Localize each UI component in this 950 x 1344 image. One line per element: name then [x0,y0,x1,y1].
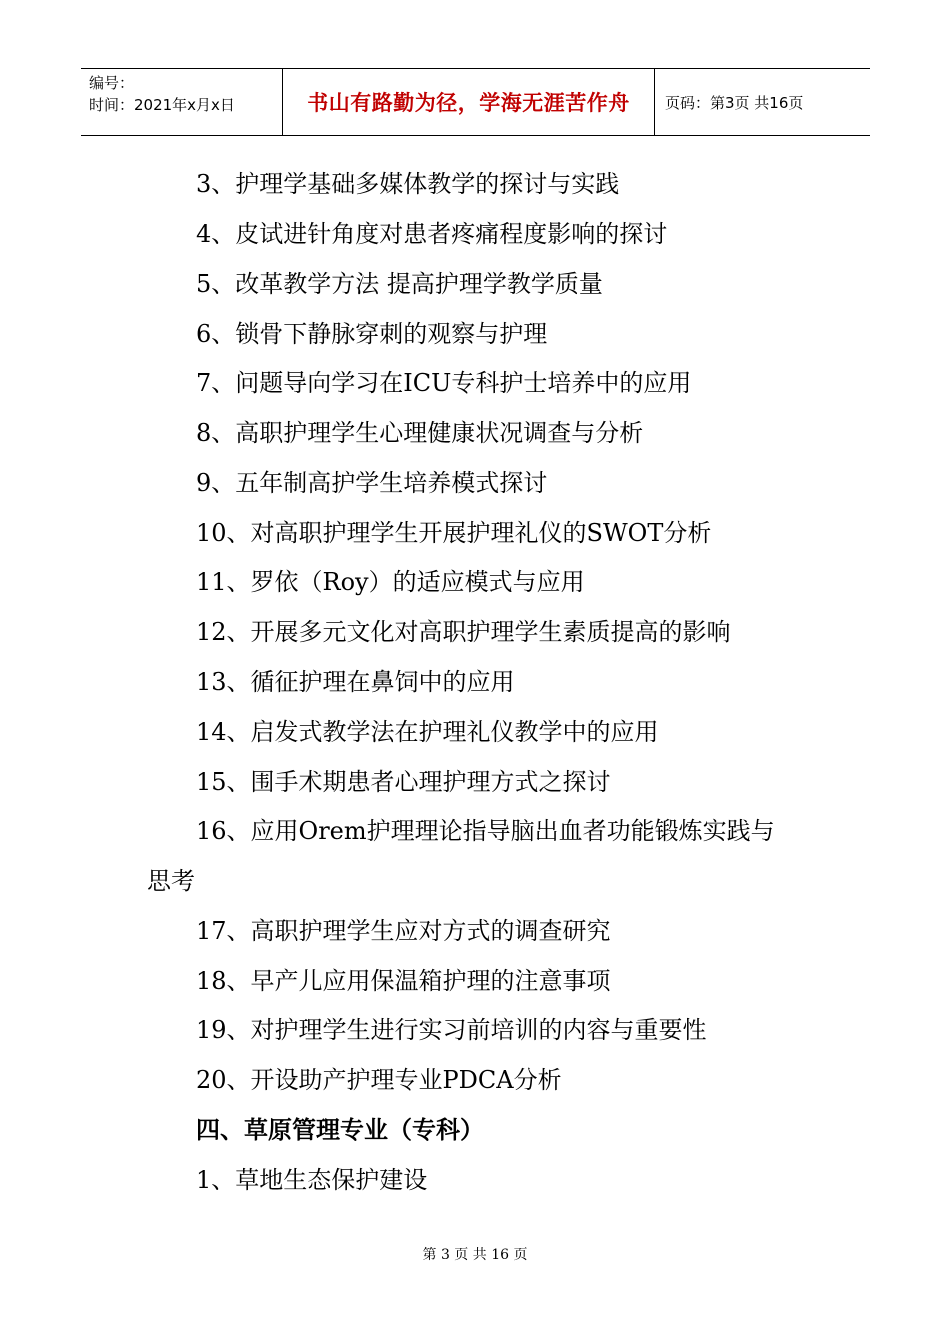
header-slogan: 书山有路勤为径，学海无涯苦作舟 [283,69,655,135]
list-item: 4、皮试进针角度对患者疼痛程度影响的探讨 [196,220,668,248]
list-item: 6、锁骨下静脉穿刺的观察与护理 [196,320,548,348]
list-item: 18、早产儿应用保温箱护理的注意事项 [196,967,611,995]
page-header [81,68,870,136]
list-item: 1、草地生态保护建设 [196,1166,428,1194]
list-item: 11、罗依（Roy）的适应模式与应用 [196,568,585,596]
time-label: 时间：2021年x月x日 [89,96,235,114]
list-item: 5、改革教学方法 提高护理学教学质量 [196,270,603,298]
list-item: 8、高职护理学生心理健康状况调查与分析 [196,419,644,447]
list-item: 3、护理学基础多媒体教学的探讨与实践 [196,170,620,198]
header-meta [81,69,283,135]
list-item: 10、对高职护理学生开展护理礼仪的SWOT分析 [196,519,712,547]
section-heading: 四、草原管理专业（专科） [196,1116,484,1144]
list-item: 13、循征护理在鼻饲中的应用 [196,668,515,696]
list-item-continuation: 思考 [147,867,195,895]
list-item: 14、启发式教学法在护理礼仪教学中的应用 [196,718,659,746]
list-item: 20、开设助产护理专业PDCA分析 [196,1066,562,1094]
list-item: 15、围手术期患者心理护理方式之探讨 [196,768,611,796]
list-item: 16、应用Orem护理理论指导脑出血者功能锻炼实践与 [196,817,775,845]
list-item: 17、高职护理学生应对方式的调查研究 [196,917,611,945]
list-item: 12、开展多元文化对高职护理学生素质提高的影响 [196,618,731,646]
list-item: 7、问题导向学习在ICU专科护士培养中的应用 [196,369,692,397]
header-page-info: 页码：第3页 共16页 [665,93,804,112]
list-item: 19、对护理学生进行实习前培训的内容与重要性 [196,1016,707,1044]
number-label: 编号： [89,74,135,92]
page-footer: 第 3 页 共 16 页 [422,1247,528,1263]
list-item: 9、五年制高护学生培养模式探讨 [196,469,548,497]
